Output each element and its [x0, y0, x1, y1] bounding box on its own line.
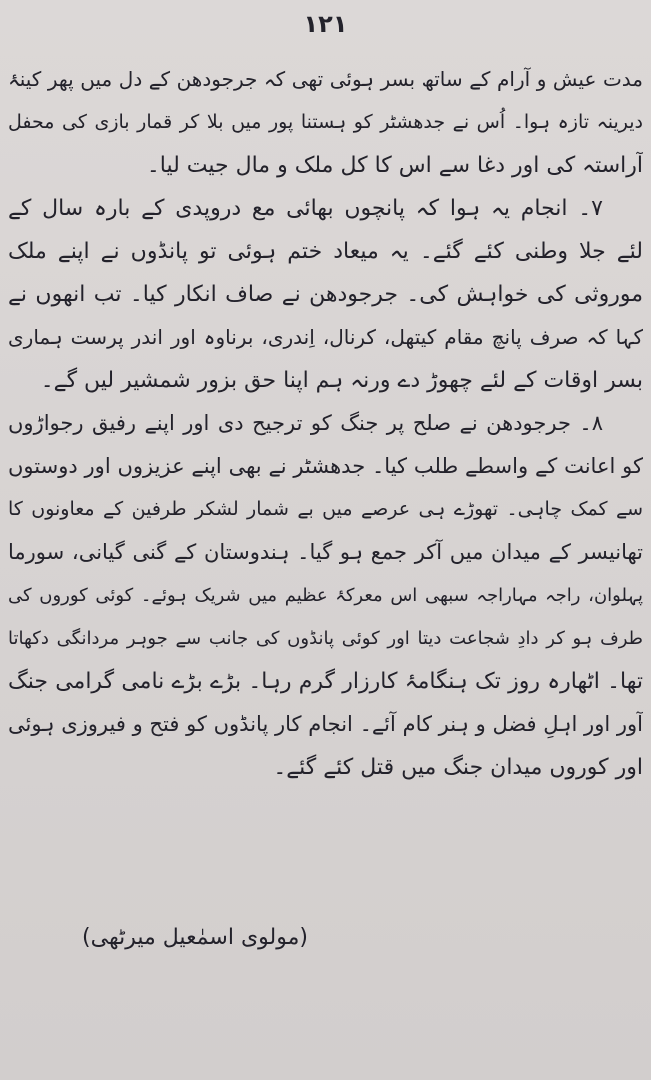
text-line: کہا کہ صرف پانچ مقام کیتھل، کرنال، اِندری، برناوہ اور اندر پرست ہماری	[8, 325, 643, 349]
text-line: ۷۔ انجام یہ ہوا کہ پانچوں بھائی مع دروپدی کے بارہ سال کے	[8, 196, 603, 221]
text-line: طرف ہو کر دادِ شجاعت دیتا اور کوئی پانڈوں کی جانب سے جوہر مردانگی دکھاتا	[8, 628, 643, 649]
text-line: دیرینہ تازہ ہوا۔ اُس نے جدھشٹر کو ہستنا پور میں بلا کر قمار بازی کی محفل	[8, 111, 643, 133]
text-line: اور کوروں میدان جنگ میں قتل کئے گئے۔	[273, 755, 643, 780]
text-line: لئے جلا وطنی کئے گئے۔ یہ میعاد ختم ہوئی تو پانڈوں نے اپنے ملک	[8, 239, 643, 264]
text-line: تھا۔ اٹھارہ روز تک ہنگامۂ کارزار گرم رہا۔ بڑے بڑے نامی گرامی جنگ	[8, 669, 643, 694]
page-number: ۱۲۱	[303, 10, 348, 38]
text-line: کو اعانت کے واسطے طلب کیا۔ جدھشٹر نے بھی اپنے عزیزوں اور دوستوں	[8, 454, 643, 478]
text-line: پہلوان، راجہ مہاراجہ سبھی اس معرکۂ عظیم میں شریک ہوئے۔ کوئی کوروں کی	[8, 585, 643, 606]
text-line: بسر اوقات کے لئے چھوڑ دے ورنہ ہم اپنا حق بزور شمشیر لیں گے۔	[40, 368, 643, 393]
body-text	[8, 58, 643, 789]
text-line: تھانیسر کے میدان میں آکر جمع ہو گیا۔ ہندوستان کے گنی گیانی، سورما	[8, 540, 643, 564]
text-line: ۸۔ جرجودھن نے صلح پر جنگ کو ترجیح دی اور اپنے رفیق رجواڑوں	[8, 411, 603, 435]
text-line: سے کمک چاہی۔ تھوڑے ہی عرصے میں بے شمار لشکر طرفین کے معاونوں کا	[8, 498, 643, 520]
text-line: آراستہ کی اور دغا سے اس کا کل ملک و مال جیت لیا۔	[146, 153, 643, 178]
text-line: مدت عیش و آرام کے ساتھ بسر ہوئی تھی کہ جرجودھن کے دل میں پھر کینۂ	[8, 67, 643, 91]
author-signature: (مولوی اسمٰعیل میرٹھی)	[82, 925, 308, 950]
text-line: آور اور اہلِ فضل و ہنر کام آئے۔ انجام کار پانڈوں کو فتح و فیروزی ہوئی	[8, 712, 643, 736]
text-line: موروثی کی خواہش کی۔ جرجودھن نے صاف انکار کیا۔ تب انھوں نے	[8, 282, 643, 307]
